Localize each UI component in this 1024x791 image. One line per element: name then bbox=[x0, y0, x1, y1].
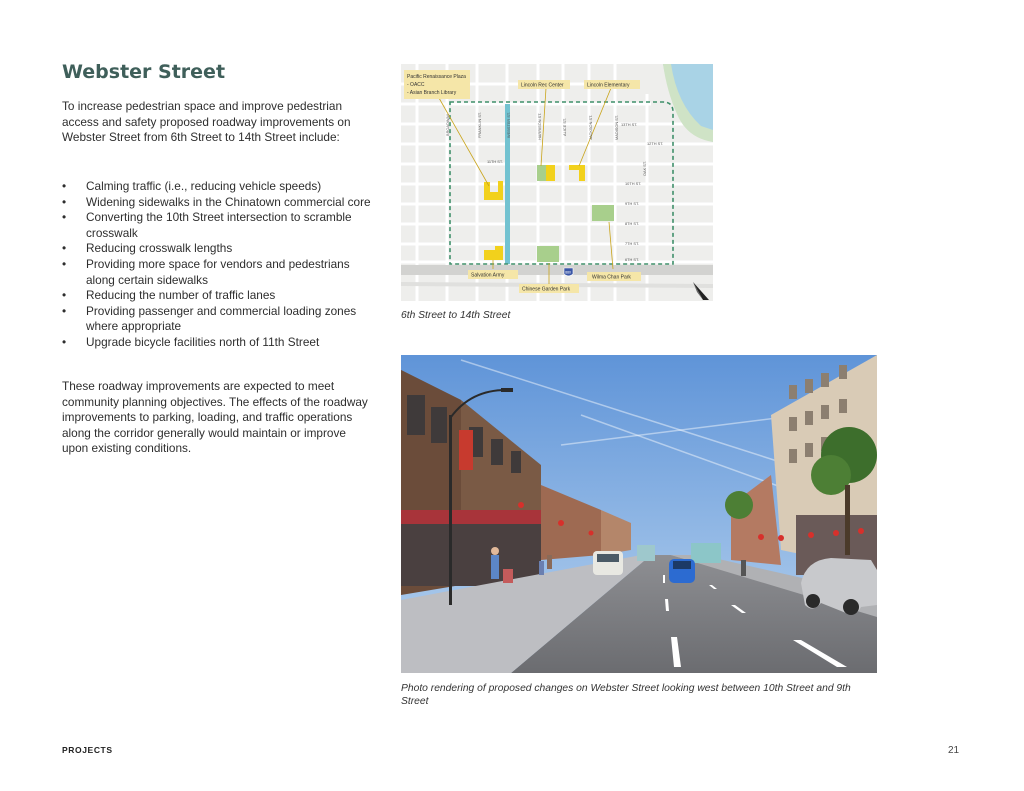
bullet-marker: • bbox=[62, 334, 67, 349]
street-label-13th: 13TH ST. bbox=[621, 122, 638, 127]
list-item bbox=[62, 210, 372, 241]
map-caption: 6th Street to 14th Street bbox=[401, 310, 511, 321]
list-item-text: Upgrade bicycle facilities north of 11th Street bbox=[86, 334, 320, 349]
callout-wilma-chan-park: Wilma Chan Park bbox=[592, 274, 631, 281]
bullet-marker: • bbox=[62, 194, 67, 209]
list-item bbox=[62, 195, 372, 211]
bullet-marker: • bbox=[62, 179, 67, 193]
street-label-franklin: FRANKLIN ST. bbox=[477, 112, 482, 138]
street-label-9th: 9TH ST. bbox=[625, 201, 640, 206]
street-label-harrison: HARRISON ST. bbox=[537, 112, 542, 140]
bullet-marker: • bbox=[62, 241, 67, 256]
page-title: Webster Street bbox=[62, 61, 226, 83]
list-item-text: Providing passenger and commercial loading zones where appropriate bbox=[86, 303, 357, 334]
street-label-oak: OAK ST. bbox=[642, 161, 647, 176]
list-item bbox=[62, 179, 372, 195]
street-label-madison: MADISON ST. bbox=[614, 115, 619, 140]
list-item-text: Reducing the number of traffic lanes bbox=[86, 288, 276, 303]
street-label-alice: ALICE ST. bbox=[562, 118, 567, 136]
street-label-6th: 6TH ST. bbox=[625, 257, 640, 262]
page-number: 21 bbox=[948, 745, 960, 756]
list-item-text: Providing more space for vendors and pedestrians along certain sidewalks bbox=[86, 256, 350, 287]
callout-rec-center: Lincoln Rec Center bbox=[521, 82, 564, 89]
freeway-shield-label: 880 bbox=[565, 270, 571, 275]
street-label-7th: 7TH ST. bbox=[625, 241, 640, 246]
list-item bbox=[62, 335, 372, 351]
bullet-marker: • bbox=[62, 256, 67, 271]
street-label-10th: 10TH ST. bbox=[625, 181, 642, 186]
list-item-text: Widening sidewalks in the Chinatown commercial core bbox=[86, 194, 371, 209]
bullet-marker: • bbox=[62, 303, 67, 318]
callout-library-line1: Pacific Renaissance Plaza bbox=[407, 74, 466, 80]
footer-section-label: PROJECTS bbox=[62, 745, 113, 755]
street-label-12th: 12TH ST. bbox=[647, 141, 664, 146]
callout-library-line2: - OACC bbox=[407, 82, 425, 88]
street-label-jackson: JACKSON ST. bbox=[588, 114, 593, 140]
street-rendering-photo bbox=[401, 355, 877, 673]
improvements-list bbox=[62, 179, 372, 351]
photo-caption: Photo rendering of proposed changes on Webster Street looking west between 10th Street and 9th Street bbox=[401, 683, 851, 707]
callout-salvation-army: Salvation Army bbox=[471, 272, 505, 279]
intro-paragraph: To increase pedestrian space and improve pedestrian access and safety proposed roadway improvements on Webster Street from 6th Street to 14th Street include: bbox=[62, 99, 351, 145]
list-item bbox=[62, 241, 372, 257]
street-label-webster: WEBSTER ST. bbox=[506, 112, 511, 138]
callout-library-line3: - Asian Branch Library bbox=[407, 90, 457, 96]
list-item-text: Calming traffic (i.e., reducing vehicle speeds) bbox=[86, 179, 322, 193]
bullet-marker: • bbox=[62, 210, 67, 225]
callout-elementary: Lincoln Elementary bbox=[587, 82, 630, 89]
street-label-broadway: BROADWAY bbox=[445, 113, 450, 136]
list-item bbox=[62, 257, 372, 288]
list-item bbox=[62, 288, 372, 304]
street-label-11th: 11TH ST. bbox=[487, 159, 503, 164]
callout-garden-park: Chinese Garden Park bbox=[522, 286, 571, 293]
list-item bbox=[62, 304, 372, 335]
bullet-marker: • bbox=[62, 288, 67, 303]
list-item-text: Reducing crosswalk lengths bbox=[86, 241, 233, 256]
study-area-map bbox=[401, 64, 713, 301]
list-item-text: Converting the 10th Street intersection to scramble crosswalk bbox=[86, 210, 352, 240]
conclusion-paragraph: These roadway improvements are expected to meet community planning objectives. The effects of the roadway improvements to parking, loading, and traffic operations along the corridor generally would maintain or improve upon existing conditions. bbox=[62, 379, 368, 456]
street-label-8th: 8TH ST. bbox=[625, 221, 640, 226]
